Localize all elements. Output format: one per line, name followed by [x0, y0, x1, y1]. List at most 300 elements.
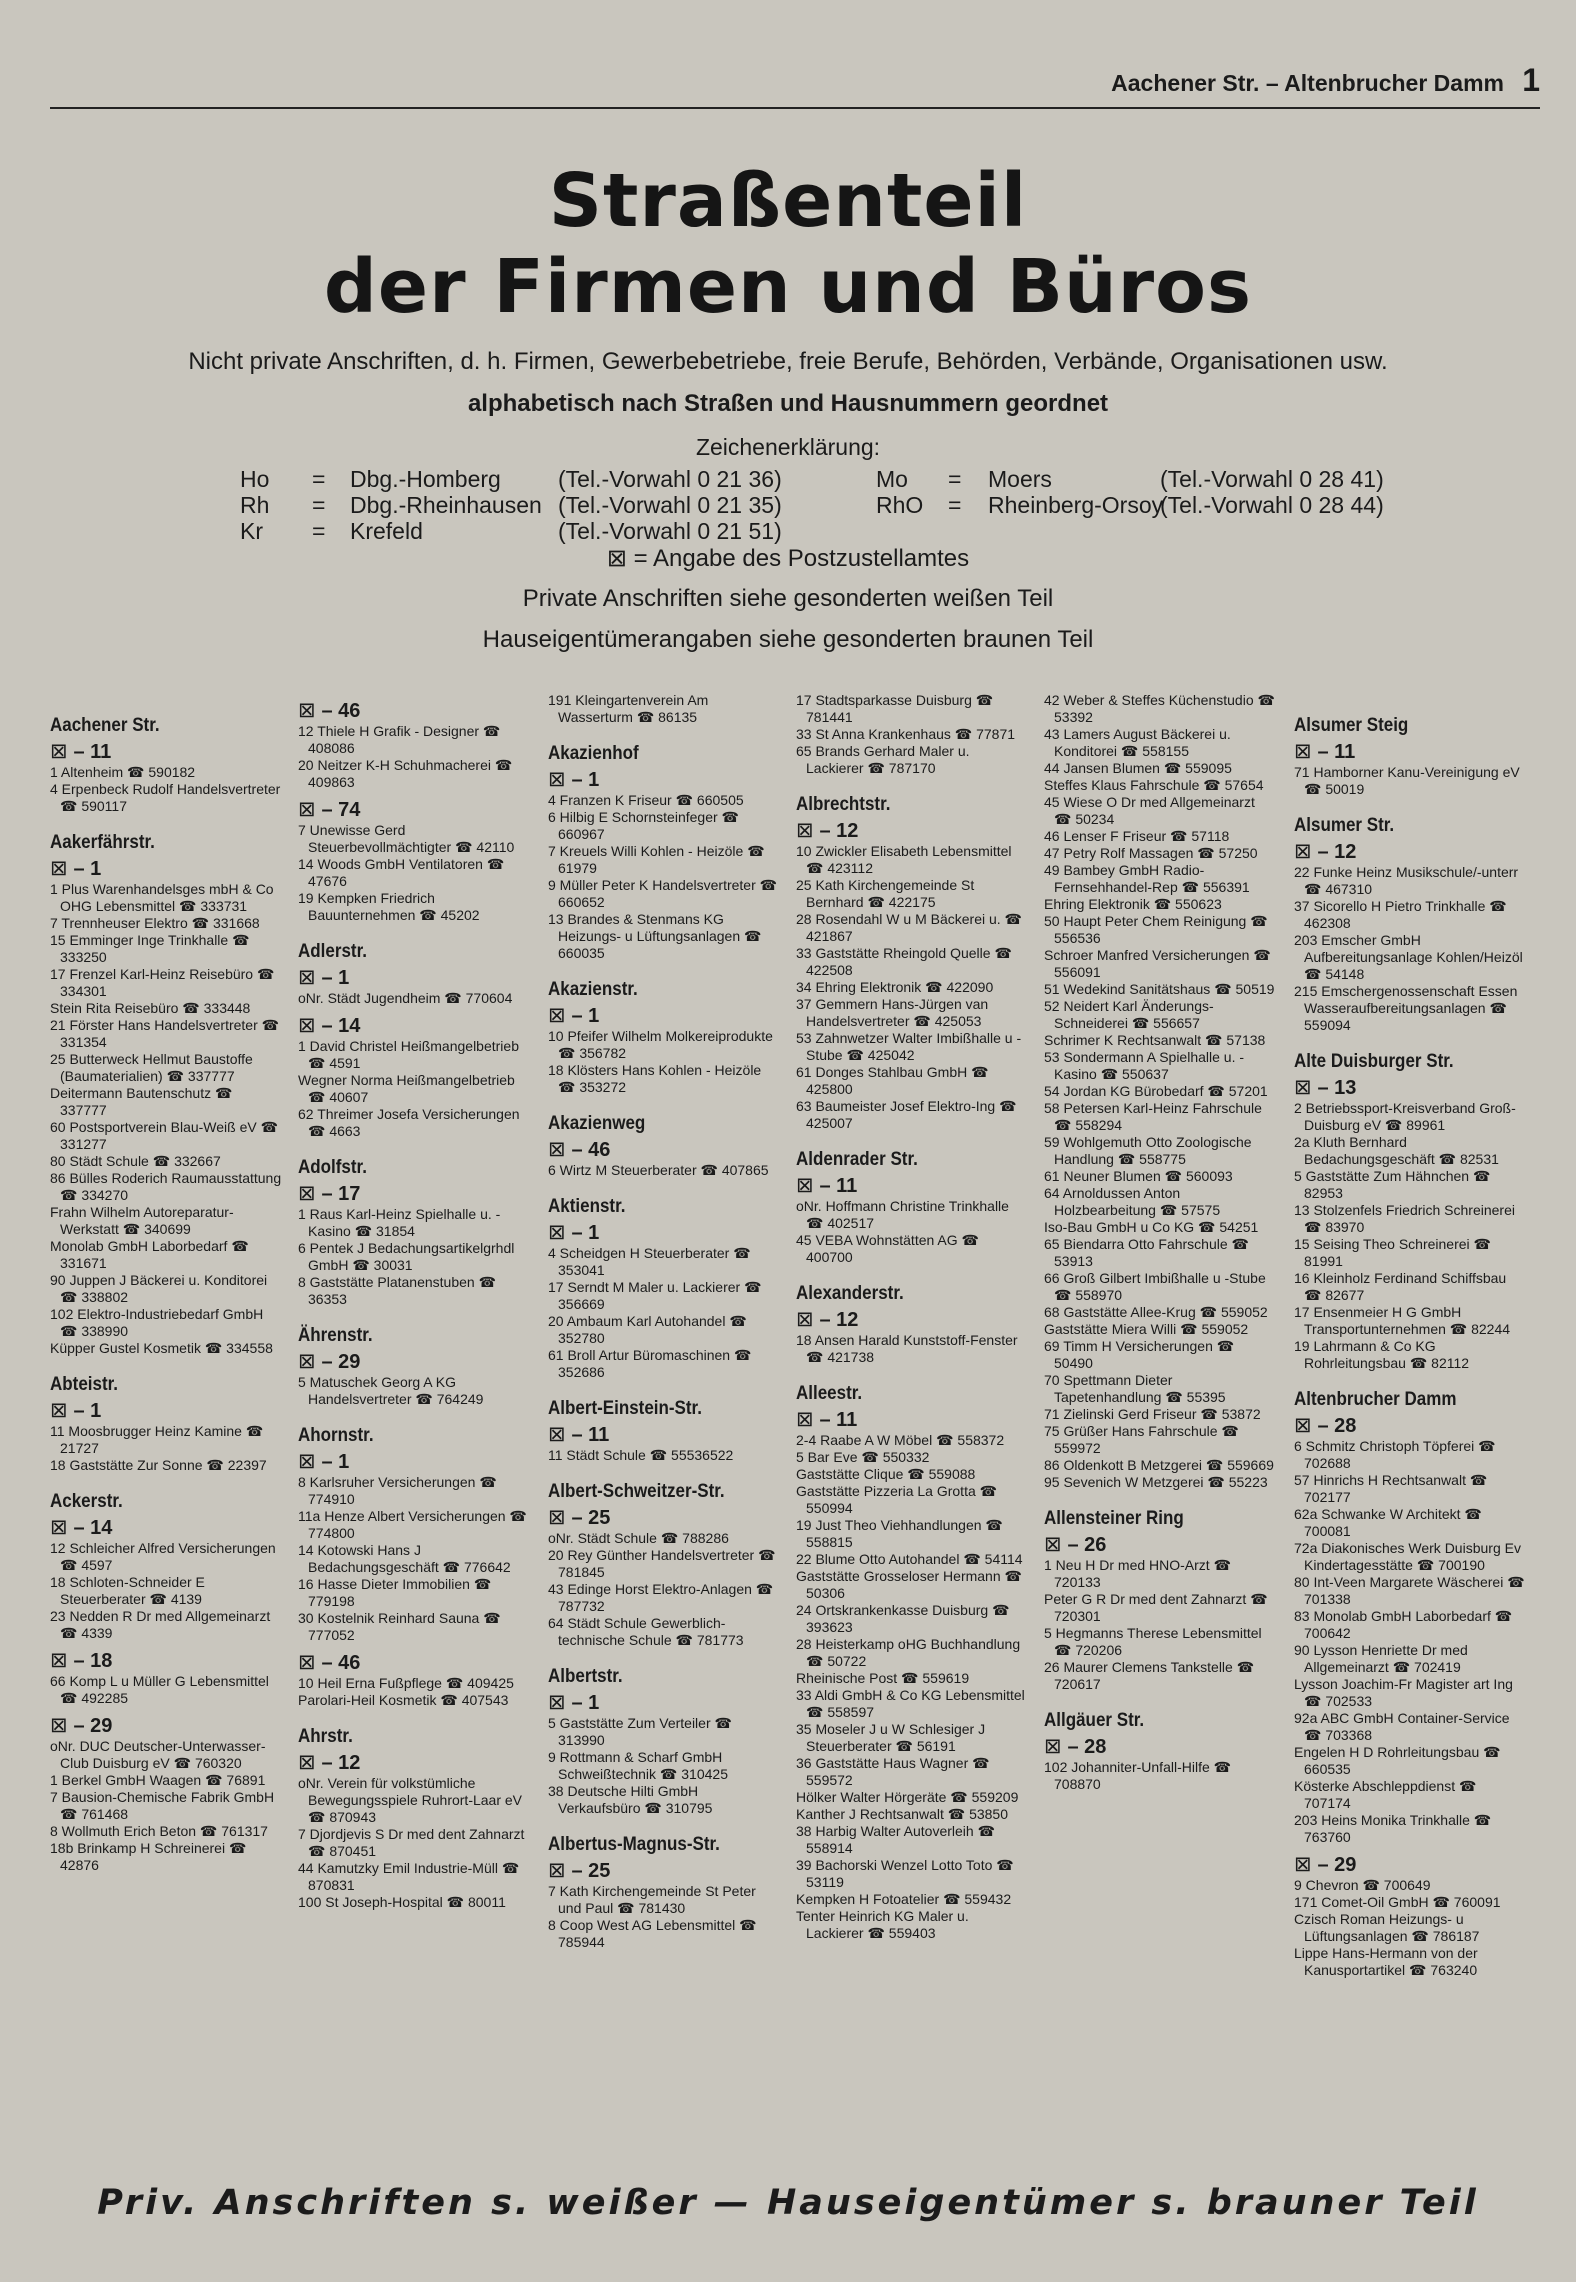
postal-district [796, 1174, 1028, 1197]
postal-district-number: – 13 [1317, 1077, 1357, 1099]
postal-district-number: – 1 [321, 1451, 350, 1473]
postal-envelope-icon: ⊠ [1294, 740, 1318, 763]
postal-district-number: – 1 [73, 858, 102, 880]
postal-district-number: – 17 [321, 1183, 361, 1205]
directory-entry: Kösterke Abschleppdienst ☎ 707174 [1294, 1778, 1477, 1811]
directory-entry: Kempken H Fotoatelier ☎ 559432 [796, 1891, 1012, 1907]
directory-column [1294, 692, 1526, 1979]
directory-entry: Küpper Gustel Kosmetik ☎ 334558 [50, 1340, 273, 1356]
street-heading: Alsumer Str. [1294, 813, 1395, 836]
directory-entry: 102 Elektro-Industriebedarf GmbH ☎ 338990 [50, 1306, 264, 1339]
directory-entry: 86 Bülles Roderich Raumausstattung ☎ 334270 [50, 1170, 282, 1203]
directory-entry: 64 Städt Schule Gewerblich-technische Schule ☎ 781773 [548, 1615, 744, 1648]
legend-tel2: (Tel.-Vorwahl 0 28 41) [1160, 466, 1384, 492]
running-header [50, 58, 1540, 110]
directory-entry: Lippe Hans-Hermann von der Kanusportartikel ☎ 763240 [1294, 1945, 1478, 1978]
directory-entry: 83 Monolab GmbH Laborbedarf ☎ 700642 [1294, 1608, 1513, 1641]
private-note: Private Anschriften siehe gesonderten weißen Teil [522, 585, 1054, 612]
postal-district [548, 1004, 780, 1027]
directory-entry: Gaststätte Clique ☎ 559088 [796, 1466, 976, 1482]
directory-entry: 25 Butterweck Hellmut Baustoffe (Baumaterialien) ☎ 337777 [50, 1051, 253, 1084]
directory-entry: 90 Juppen J Bäckerei u. Konditorei ☎ 338802 [50, 1272, 268, 1305]
postal-district [1294, 840, 1526, 863]
directory-entry: 90 Lysson Henriette Dr med Allgemeinarzt ☎ 702419 [1294, 1642, 1468, 1675]
directory-entry: 203 Emscher GmbH Aufbereitungsanlage Kohlen/Heizöl ☎ 54148 [1294, 932, 1523, 982]
street-heading: Albrechtstr. [796, 792, 891, 815]
directory-entry: 7 Bausion-Chemische Fabrik GmbH ☎ 761468 [50, 1789, 275, 1822]
postal-envelope-icon: ⊠ [548, 768, 572, 791]
postal-district-number: – 1 [571, 1222, 600, 1244]
directory-entry: 18 Gaststätte Zur Sonne ☎ 22397 [50, 1457, 267, 1473]
directory-entry: 61 Donges Stahlbau GmbH ☎ 425800 [796, 1064, 989, 1097]
postal-envelope-icon: ⊠ [50, 857, 74, 880]
directory-entry: Gaststätte Pizzeria La Grotta ☎ 550994 [796, 1483, 998, 1516]
directory-entry: 33 St Anna Krankenhaus ☎ 77871 [796, 726, 1016, 742]
subtitle: Nicht private Anschriften, d. h. Firmen, Gewerbebetriebe, freie Berufe, Behörden, Verbände, Organisationen usw. [188, 348, 1388, 375]
directory-entry: 8 Wollmuth Erich Beton ☎ 761317 [50, 1823, 268, 1839]
directory-entry: 59 Wohlgemuth Otto Zoologische Handlung ☎ 558775 [1044, 1134, 1252, 1167]
directory-entry: 7 Kreuels Willi Kohlen - Heizöle ☎ 61979 [548, 843, 765, 876]
header-rule [50, 107, 1540, 109]
street-heading: Albertstr. [548, 1664, 623, 1687]
postal-district [298, 699, 530, 722]
street-heading: Ahrstr. [298, 1724, 353, 1747]
directory-entry: 68 Gaststätte Allee-Krug ☎ 559052 [1044, 1304, 1268, 1320]
directory-entry: 18 Schloten-Schneider E Steuerberater ☎ 4139 [50, 1574, 205, 1607]
directory-entry: 14 Woods GmbH Ventilatoren ☎ 47676 [298, 856, 505, 889]
postal-district [548, 1691, 780, 1714]
legend-title: Zeichenerklärung: [695, 434, 881, 460]
directory-column [1044, 692, 1276, 1793]
legend-name2: Moers [988, 466, 1052, 492]
directory-entry: 11 Städt Schule ☎ 55536522 [548, 1447, 734, 1463]
legend-abbr: Ho [240, 466, 270, 492]
postal-envelope-icon: ⊠ [1044, 1533, 1068, 1556]
postal-district-number: – 1 [571, 1005, 600, 1027]
directory-entry: 5 Hegmanns Therese Lebensmittel ☎ 720206 [1044, 1625, 1262, 1658]
postal-district-number: – 1 [73, 1400, 102, 1422]
directory-entry: 17 Stadtsparkasse Duisburg ☎ 781441 [796, 692, 994, 725]
directory-entry: 38 Deutsche Hilti GmbH Verkaufsbüro ☎ 310795 [548, 1783, 713, 1816]
directory-entry: 12 Schleicher Alfred Versicherungen ☎ 4597 [50, 1540, 276, 1573]
street-heading: Aachener Str. [50, 713, 160, 736]
legend-abbr2: RhO [876, 492, 924, 518]
postal-district-number: – 26 [1067, 1534, 1107, 1556]
street-heading: Ahornstr. [298, 1423, 374, 1446]
directory-entry: 23 Nedden R Dr med Allgemeinarzt ☎ 4339 [50, 1608, 271, 1641]
postal-district-number: – 12 [321, 1752, 361, 1774]
directory-entry: 6 Pentek J Bedachungsartikelgrhdl GmbH ☎ 30031 [298, 1240, 515, 1273]
directory-entry: 86 Oldenkott B Metzgerei ☎ 559669 [1044, 1457, 1274, 1473]
directory-entry: 69 Timm H Versicherungen ☎ 50490 [1044, 1338, 1235, 1371]
directory-entry: 65 Brands Gerhard Maler u. Lackierer ☎ 787170 [796, 743, 970, 776]
street-heading: Ährenstr. [298, 1323, 373, 1346]
postal-district-number: – 12 [819, 820, 859, 842]
directory-entry: 191 Kleingartenverein Am Wasserturm ☎ 86135 [548, 692, 709, 725]
postal-district-number: – 29 [1317, 1854, 1357, 1876]
directory-entry: 171 Comet-Oil GmbH ☎ 760091 [1294, 1894, 1501, 1910]
postal-district-number: – 11 [819, 1409, 858, 1431]
postal-envelope-icon: ⊠ [796, 819, 820, 842]
postal-envelope-icon: ⊠ [548, 1506, 572, 1529]
directory-entry: 20 Rey Günther Handelsvertreter ☎ 781845 [548, 1547, 776, 1580]
street-heading: Albert-Einstein-Str. [548, 1396, 702, 1419]
street-heading: Adlerstr. [298, 939, 367, 962]
postal-envelope-icon: ⊠ [796, 1174, 820, 1197]
directory-entry: 8 Coop West AG Lebensmittel ☎ 785944 [548, 1917, 757, 1950]
postal-district [796, 1308, 1028, 1331]
postal-envelope-icon: ⊠ [1294, 1076, 1318, 1099]
directory-entry: 19 Just Theo Viehhandlungen ☎ 558815 [796, 1517, 1003, 1550]
directory-entry: 22 Funke Heinz Musikschule/-unterr ☎ 467310 [1294, 864, 1519, 897]
directory-entry: 47 Petry Rolf Massagen ☎ 57250 [1044, 845, 1258, 861]
postal-district-number: – 12 [819, 1309, 859, 1331]
street-heading: Akazienstr. [548, 977, 638, 1000]
postal-envelope-icon: ⊠ [548, 1004, 572, 1027]
directory-entry: 58 Petersen Karl-Heinz Fahrschule ☎ 558294 [1044, 1100, 1262, 1133]
legend-tel2: (Tel.-Vorwahl 0 28 44) [1160, 492, 1384, 518]
directory-entry: 57 Hinrichs H Rechtsanwalt ☎ 702177 [1294, 1472, 1488, 1505]
postal-district [298, 1751, 530, 1774]
legend-name2: Rheinberg-Orsoy [988, 492, 1164, 518]
directory-entry: Gaststätte Grosseloser Hermann ☎ 50306 [796, 1568, 1022, 1601]
postal-envelope-icon: ⊠ [298, 699, 322, 722]
directory-entry: 7 Unewisse Gerd Steuerbevollmächtigter ☎ 42110 [298, 822, 515, 855]
directory-entry: 7 Kath Kirchengemeinde St Peter und Paul ☎ 781430 [548, 1883, 756, 1916]
directory-entry: 61 Broll Artur Büromaschinen ☎ 352686 [548, 1347, 752, 1380]
street-heading: Albert-Schweitzer-Str. [548, 1479, 725, 1502]
directory-entry: 80 Int-Veen Margarete Wäscherei ☎ 701338 [1294, 1574, 1525, 1607]
directory-entry: 14 Kotowski Hans J Bedachungsgeschäft ☎ 776642 [298, 1542, 511, 1575]
legend-eq: = [312, 466, 326, 492]
directory-entry: 11a Henze Albert Versicherungen ☎ 774800 [298, 1508, 527, 1541]
directory-entry: 49 Bambey GmbH Radio-Fernsehhandel-Rep ☎ 556391 [1044, 862, 1250, 895]
directory-entry: 13 Brandes & Stenmans KG Heizungs- u Lüftungsanlagen ☎ 660035 [548, 911, 762, 961]
postal-district-number: – 11 [73, 741, 112, 763]
street-heading: Alleestr. [796, 1381, 863, 1404]
owner-note: Hauseigentümerangaben siehe gesonderten braunen Teil [482, 626, 1094, 653]
street-heading: Alexanderstr. [796, 1281, 904, 1304]
directory-entry: 39 Bachorski Wenzel Lotto Toto ☎ 53119 [796, 1857, 1014, 1890]
postal-district [50, 740, 282, 763]
postal-district-number: – 29 [73, 1715, 113, 1737]
postal-district [298, 1651, 530, 1674]
directory-entry: 4 Scheidgen H Steuerberater ☎ 353041 [548, 1245, 751, 1278]
directory-entry: Rheinische Post ☎ 559619 [796, 1670, 970, 1686]
directory-entry: Deitermann Bautenschutz ☎ 337777 [50, 1085, 233, 1118]
directory-entry: 28 Heisterkamp oHG Buchhandlung ☎ 50722 [796, 1636, 1021, 1669]
directory-entry: 16 Kleinholz Ferdinand Schiffsbau ☎ 82677 [1294, 1270, 1507, 1303]
directory-entry: Kanther J Rechtsanwalt ☎ 53850 [796, 1806, 1009, 1822]
directory-entry: 203 Heins Monika Trinkhalle ☎ 763760 [1294, 1812, 1492, 1845]
directory-entry: oNr. Hoffmann Christine Trinkhalle ☎ 402517 [796, 1198, 1009, 1231]
directory-entry: 1 Altenheim ☎ 590182 [50, 764, 196, 780]
postal-district-number: – 18 [73, 1650, 113, 1672]
directory-entry: 102 Johanniter-Unfall-Hilfe ☎ 708870 [1044, 1759, 1232, 1792]
directory-entry: Ehring Elektronik ☎ 550623 [1044, 896, 1222, 912]
directory-entry: 70 Spettmann Dieter Tapetenhandlung ☎ 55395 [1044, 1372, 1226, 1405]
postal-district [298, 1350, 530, 1373]
postal-district [50, 1714, 282, 1737]
directory-entry: 45 Wiese O Dr med Allgemeinarzt ☎ 50234 [1044, 794, 1255, 827]
postal-district-number: – 46 [321, 1652, 361, 1674]
directory-entry: 6 Hilbig E Schornsteinfeger ☎ 660967 [548, 809, 739, 842]
directory-entry: 53 Zahnwetzer Walter Imbißhalle u -Stube ☎ 425042 [796, 1030, 1022, 1063]
directory-entry: 12 Thiele H Grafik - Designer ☎ 408086 [298, 723, 501, 756]
directory-entry: 30 Kostelnik Reinhard Sauna ☎ 777052 [298, 1610, 501, 1643]
directory-entry: 2a Kluth Bernhard Bedachungsgeschäft ☎ 82531 [1294, 1134, 1499, 1167]
postal-district-number: – 14 [321, 1015, 361, 1037]
title-line-2: der Firmen und Büros [323, 244, 1253, 330]
directory-entry: 43 Edinge Horst Elektro-Anlagen ☎ 787732 [548, 1581, 774, 1614]
directory-entry: 1 Neu H Dr med HNO-Arzt ☎ 720133 [1044, 1557, 1232, 1590]
directory-entry: 4 Erpenbeck Rudolf Handelsvertreter ☎ 590117 [50, 781, 281, 814]
directory-entry: 13 Stolzenfels Friedrich Schreinerei ☎ 83970 [1294, 1202, 1515, 1235]
street-heading: Aktienstr. [548, 1194, 626, 1217]
postal-district [548, 1506, 780, 1529]
postal-district-number: – 1 [571, 1692, 600, 1714]
postal-envelope-icon: ⊠ [298, 1651, 322, 1674]
directory-entry: oNr. DUC Deutscher-Unterwasser-Club Duisburg eV ☎ 760320 [50, 1738, 266, 1771]
postal-district-number: – 25 [571, 1507, 611, 1529]
directory-entry: 62a Schwanke W Architekt ☎ 700081 [1294, 1506, 1482, 1539]
postal-district [298, 1450, 530, 1473]
directory-entry: 24 Ortskrankenkasse Duisburg ☎ 393623 [796, 1602, 1010, 1635]
directory-entry: 9 Rottmann & Scharf GmbH Schweißtechnik ☎ 310425 [548, 1749, 728, 1782]
directory-entry: 42 Weber & Steffes Küchenstudio ☎ 53392 [1044, 692, 1275, 725]
directory-entry: 26 Maurer Clemens Tankstelle ☎ 720617 [1044, 1659, 1255, 1692]
street-heading: Albertus-Magnus-Str. [548, 1832, 720, 1855]
directory-entry: 66 Komp L u Müller G Lebensmittel ☎ 492285 [50, 1673, 269, 1706]
directory-entry: Monolab GmbH Laborbedarf ☎ 331671 [50, 1238, 249, 1271]
postal-envelope-icon: ⊠ [298, 1450, 322, 1473]
postal-district-number: – 1 [321, 967, 350, 989]
title-line-1: Straßenteil [548, 158, 1028, 244]
postal-district [1294, 1076, 1526, 1099]
postal-envelope-icon: ⊠ [796, 1408, 820, 1431]
directory-entry: 1 Plus Warenhandelsges mbH & Co OHG Lebensmittel ☎ 333731 [50, 881, 274, 914]
postal-district-number: – 46 [321, 700, 361, 722]
street-heading: Alsumer Steig [1294, 713, 1409, 736]
postal-district [796, 819, 1028, 842]
postal-district-number: – 1 [571, 769, 600, 791]
order-note: alphabetisch nach Straßen und Hausnummern geordnet [467, 390, 1109, 417]
postal-district-number: – 11 [1317, 741, 1356, 763]
directory-entry: 100 St Joseph-Hospital ☎ 80011 [298, 1894, 506, 1910]
postal-envelope-icon: ⊠ [298, 966, 322, 989]
directory-entry: 71 Zielinski Gerd Friseur ☎ 53872 [1044, 1406, 1261, 1422]
postal-envelope-icon: ⊠ [1294, 840, 1318, 863]
directory-entry: 5 Matuschek Georg A KG Handelsvertreter ☎ 764249 [298, 1374, 484, 1407]
legend-eq2: = [948, 492, 962, 518]
postal-district [548, 768, 780, 791]
directory-entry: 9 Chevron ☎ 700649 [1294, 1877, 1431, 1893]
directory-entry: Gaststätte Miera Willi ☎ 559052 [1044, 1321, 1249, 1337]
directory-entry: 44 Jansen Blumen ☎ 559095 [1044, 760, 1232, 776]
street-heading: Allensteiner Ring [1044, 1506, 1184, 1529]
postal-district-number: – 11 [819, 1175, 858, 1197]
directory-entry: 2-4 Raabe A W Möbel ☎ 558372 [796, 1432, 1005, 1448]
directory-entry: 53 Sondermann A Spielhalle u. -Kasino ☎ 550637 [1044, 1049, 1245, 1082]
postal-envelope-icon: ⊠ [50, 1649, 74, 1672]
postal-district [50, 1399, 282, 1422]
directory-entry: 65 Biendarra Otto Fahrschule ☎ 53913 [1044, 1236, 1249, 1269]
directory-entry: 1 Raus Karl-Heinz Spielhalle u. -Kasino ☎ 31854 [298, 1206, 501, 1239]
directory-entry: Schrimer K Rechtsanwalt ☎ 57138 [1044, 1032, 1266, 1048]
postal-district [50, 1516, 282, 1539]
postal-district-number: – 74 [321, 799, 361, 821]
directory-entry: 46 Lenser F Friseur ☎ 57118 [1044, 828, 1230, 844]
directory-entry: Iso-Bau GmbH u Co KG ☎ 54251 [1044, 1219, 1259, 1235]
postal-district [1294, 1853, 1526, 1876]
directory-entry: 10 Pfeifer Wilhelm Molkereiprodukte ☎ 356782 [548, 1028, 773, 1061]
directory-entry: 51 Wedekind Sanitätshaus ☎ 50519 [1044, 981, 1275, 997]
directory-entry: 9 Müller Peter K Handelsvertreter ☎ 660652 [548, 877, 778, 910]
street-heading: Aldenrader Str. [796, 1147, 918, 1170]
postal-district-number: – 28 [1317, 1415, 1357, 1437]
legend-abbr: Rh [240, 492, 270, 518]
directory-entry: 15 Seising Theo Schreinerei ☎ 81991 [1294, 1236, 1491, 1269]
directory-entry: 62 Threimer Josefa Versicherungen ☎ 4663 [298, 1106, 520, 1139]
page-number: 1 [1522, 62, 1540, 98]
directory-entry: 61 Neuner Blumen ☎ 560093 [1044, 1168, 1233, 1184]
directory-entry: Hölker Walter Hörgeräte ☎ 559209 [796, 1789, 1019, 1805]
directory-entry: 64 Arnoldussen Anton Holzbearbeitung ☎ 57575 [1044, 1185, 1221, 1218]
directory-entry: 5 Gaststätte Zum Verteiler ☎ 313990 [548, 1715, 732, 1748]
directory-entry: 75 Grüßer Hans Fahrschule ☎ 559972 [1044, 1423, 1239, 1456]
postal-envelope-icon: ⊠ [50, 740, 74, 763]
directory-column [50, 692, 282, 1874]
legend-eq: = [312, 518, 326, 544]
legend-tel: (Tel.-Vorwahl 0 21 35) [558, 492, 782, 518]
legend-eq2: = [948, 466, 962, 492]
postal-envelope-icon: ⊠ [50, 1399, 74, 1422]
postal-district-number: – 25 [571, 1860, 611, 1882]
directory-entry: 8 Karlsruher Versicherungen ☎ 774910 [298, 1474, 497, 1507]
directory-entry: Wegner Norma Heißmangelbetrieb ☎ 40607 [298, 1072, 515, 1105]
street-heading: Aakerfährstr. [50, 830, 155, 853]
directory-entry: 4 Franzen K Friseur ☎ 660505 [548, 792, 744, 808]
postal-district [1294, 740, 1526, 763]
postal-district-number: – 11 [571, 1424, 610, 1446]
directory-entry: 35 Moseler J u W Schlesiger J Steuerberater ☎ 56191 [796, 1721, 986, 1754]
directory-entry: Lysson Joachim-Fr Magister art Ing ☎ 702533 [1294, 1676, 1513, 1709]
postal-envelope-icon: ⊠ [548, 1859, 572, 1882]
directory-column [796, 692, 1028, 1942]
postal-district [548, 1423, 780, 1446]
directory-entry: 37 Sicorello H Pietro Trinkhalle ☎ 462308 [1294, 898, 1507, 931]
directory-entry: 5 Bar Eve ☎ 550332 [796, 1449, 930, 1465]
street-heading: Abteistr. [50, 1372, 119, 1395]
directory-entry: 36 Gaststätte Haus Wagner ☎ 559572 [796, 1755, 990, 1788]
directory-entry: Steffes Klaus Fahrschule ☎ 57654 [1044, 777, 1264, 793]
postal-envelope-icon: ⊠ [298, 798, 322, 821]
directory-entry: Czisch Roman Heizungs- u Lüftungsanlagen ☎ 786187 [1294, 1911, 1480, 1944]
legend-abbr2: Mo [876, 466, 908, 492]
directory-entry: 43 Lamers August Bäckerei u. Konditorei ☎ 558155 [1044, 726, 1231, 759]
directory-entry: 17 Ensenmeier H G GmbH Transportunternehmen ☎ 82244 [1294, 1304, 1511, 1337]
postal-envelope-icon: ⊠ [548, 1138, 572, 1161]
postal-district [50, 1649, 282, 1672]
postal-district [1044, 1533, 1276, 1556]
directory-entry: oNr. Städt Schule ☎ 788286 [548, 1530, 729, 1546]
directory-entry: 17 Frenzel Karl-Heinz Reisebüro ☎ 334301 [50, 966, 275, 999]
postal-envelope-icon: ⊠ [548, 1691, 572, 1714]
directory-column [548, 692, 780, 1951]
directory-entry: 18 Klösters Hans Kohlen - Heizöle ☎ 353272 [548, 1062, 762, 1095]
directory-entry: 6 Wirtz M Steuerberater ☎ 407865 [548, 1162, 769, 1178]
postal-district [50, 857, 282, 880]
directory-entry: 25 Kath Kirchengemeinde St Bernhard ☎ 422175 [796, 877, 975, 910]
directory-entry: 37 Gemmern Hans-Jürgen van Handelsvertreter ☎ 425053 [796, 996, 989, 1029]
postal-envelope-icon: ⊠ [50, 1714, 74, 1737]
directory-entry: 7 Djordjevis S Dr med dent Zahnarzt ☎ 870451 [298, 1826, 525, 1859]
postal-envelope-icon: ⊠ [548, 1423, 572, 1446]
postal-district [548, 1221, 780, 1244]
directory-entry: 33 Gaststätte Rheingold Quelle ☎ 422508 [796, 945, 1012, 978]
directory-entry: oNr. Verein für volkstümliche Bewegungsspiele Ruhrort-Laar eV ☎ 870943 [298, 1775, 523, 1825]
directory-entry: 33 Aldi GmbH & Co KG Lebensmittel ☎ 558597 [796, 1687, 1025, 1720]
directory-entry: 28 Rosendahl W u M Bäckerei u. ☎ 421867 [796, 911, 1022, 944]
postal-district [298, 1182, 530, 1205]
directory-entry: 1 Berkel GmbH Waagen ☎ 76891 [50, 1772, 266, 1788]
postal-envelope-icon: ⊠ [1294, 1414, 1318, 1437]
postal-envelope-icon: ⊠ [796, 1308, 820, 1331]
directory-entry: 66 Groß Gilbert Imbißhalle u -Stube ☎ 558970 [1044, 1270, 1266, 1303]
postal-district [298, 798, 530, 821]
street-range: Aachener Str. – Altenbrucher Damm [1111, 70, 1504, 96]
postal-district-number: – 28 [1067, 1736, 1107, 1758]
directory-entry: 2 Betriebssport-Kreisverband Groß-Duisburg eV ☎ 89961 [1294, 1100, 1516, 1133]
directory-entry: Peter G R Dr med dent Zahnarzt ☎ 720301 [1044, 1591, 1268, 1624]
directory-entry: Engelen H D Rohrleitungsbau ☎ 660535 [1294, 1744, 1501, 1777]
directory-entry: 7 Trennheuser Elektro ☎ 331668 [50, 915, 260, 931]
street-heading: Alte Duisburger Str. [1294, 1049, 1454, 1072]
directory-entry: 20 Ambaum Karl Autohandel ☎ 352780 [548, 1313, 747, 1346]
postal-envelope-icon: ⊠ [50, 1516, 74, 1539]
directory-entry: Stein Rita Reisebüro ☎ 333448 [50, 1000, 251, 1016]
postal-district [796, 1408, 1028, 1431]
directory-entry: 38 Harbig Walter Autoverleih ☎ 558914 [796, 1823, 996, 1856]
directory-entry: 11 Moosbrugger Heinz Kamine ☎ 21727 [50, 1423, 264, 1456]
directory-entry: 6 Schmitz Christoph Töpferei ☎ 702688 [1294, 1438, 1496, 1471]
street-heading: Akazienhof [548, 741, 639, 764]
directory-entry: 52 Neidert Karl Änderungs-Schneiderei ☎ 556657 [1044, 998, 1214, 1031]
directory-entry: Tenter Heinrich KG Maler u. Lackierer ☎ 559403 [796, 1908, 969, 1941]
postal-district-number: – 14 [73, 1517, 113, 1539]
postal-district [1294, 1414, 1526, 1437]
street-heading: Adolfstr. [298, 1155, 367, 1178]
postal-district [298, 966, 530, 989]
postal-district [548, 1138, 780, 1161]
directory-entry: Schroer Manfred Versicherungen ☎ 556091 [1044, 947, 1271, 980]
postal-district-number: – 29 [321, 1351, 361, 1373]
directory-entry: 45 VEBA Wohnstätten AG ☎ 400700 [796, 1232, 979, 1265]
postal-legend-text: = Angabe des Postzustellamtes [633, 545, 970, 572]
directory-entry: 19 Kempken Friedrich Bauunternehmen ☎ 45202 [298, 890, 480, 923]
street-heading: Akazienweg [548, 1111, 646, 1134]
directory-entry: oNr. Städt Jugendheim ☎ 770604 [298, 990, 513, 1006]
postal-envelope-icon: ⊠ [298, 1350, 322, 1373]
directory-entry: 17 Serndt M Maler u. Lackierer ☎ 356669 [548, 1279, 762, 1312]
directory-entry: 71 Hamborner Kanu-Vereinigung eV ☎ 50019 [1294, 764, 1520, 797]
postal-legend [0, 544, 1576, 573]
legend-name: Dbg.-Homberg [350, 466, 501, 492]
postal-district [548, 1859, 780, 1882]
legend-tel: (Tel.-Vorwahl 0 21 36) [558, 466, 782, 492]
directory-entry: 50 Haupt Peter Chem Reinigung ☎ 556536 [1044, 913, 1268, 946]
directory-entry: 20 Neitzer K-H Schuhmacherei ☎ 409863 [298, 757, 513, 790]
